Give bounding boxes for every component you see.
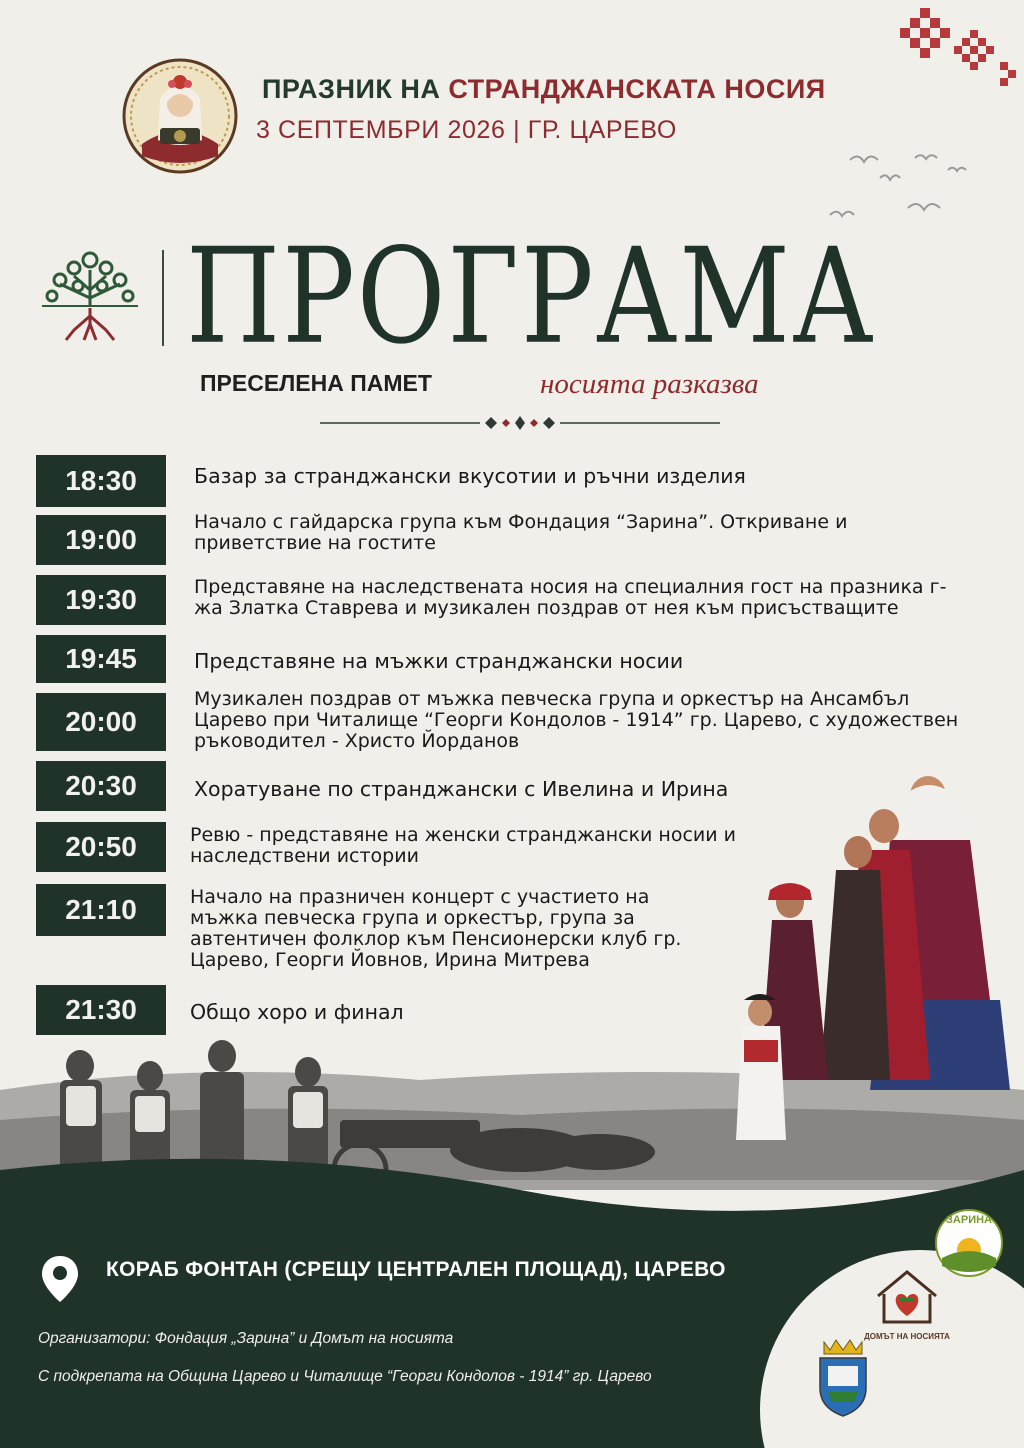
location-pin-icon <box>40 1254 80 1304</box>
time-badge: 18:30 <box>36 455 166 507</box>
program-title: ПРОГРАМА <box>186 221 876 374</box>
organizers-text: Организатори: Фондация „Зарина” и Домът на носията <box>38 1330 454 1347</box>
time-badge: 20:00 <box>36 693 166 751</box>
event-line: Начало с гайдарска група към Фондация “Зарина”. Откриване и <box>194 511 848 533</box>
festival-title: ПРАЗНИК НА СТРАНДЖАНСКАТА НОСИЯ <box>262 74 826 104</box>
event-line: Представяне на мъжки странджански носии <box>194 649 684 673</box>
time-badge: 21:30 <box>36 985 166 1035</box>
event-description <box>194 776 728 802</box>
time-badge: 20:50 <box>36 822 166 872</box>
time-badge: 19:30 <box>36 575 166 625</box>
event-description <box>194 689 958 752</box>
event-line: Ревю - представяне на женски странджански носии и <box>190 824 737 846</box>
dom-na-nosiyata-text: ДОМЪТ НА НОСИЯТА <box>864 1332 950 1341</box>
event-line: ръководител - Христо Йорданов <box>194 730 520 752</box>
event-line: Царево при Читалище “Георги Кондолов - 1914” гр. Царево, с художествен <box>194 709 959 731</box>
time-badge: 19:45 <box>36 635 166 683</box>
event-description <box>190 887 681 971</box>
event-line: Представяне на наследствената носия на специалния гост на празника г- <box>194 576 947 598</box>
event-line: мъжка певческа група и оркестър, група за <box>190 907 635 929</box>
zarina-logo-text: ЗАРИНА <box>946 1214 992 1226</box>
vertical-divider <box>162 250 164 346</box>
festival-logo <box>122 58 238 174</box>
event-description <box>194 463 746 489</box>
tree-of-life-icon <box>38 240 142 352</box>
event-line: Хоратуване по странджански с Ивелина и Ирина <box>194 777 729 801</box>
event-line: Музикален поздрав от мъжка певческа група и оркестър на Ансамбъл <box>194 688 910 710</box>
event-description <box>194 648 683 674</box>
event-description <box>194 512 847 554</box>
embroidery-ornament <box>880 0 1024 120</box>
event-line: Базар за странджански вкусотии и ръчни изделия <box>194 464 746 488</box>
event-description <box>194 577 946 619</box>
time-badge: 21:10 <box>36 884 166 936</box>
event-description <box>190 999 404 1025</box>
event-line: Начало на празничен концерт с участието на <box>190 886 650 908</box>
event-line: приветствие на гостите <box>194 532 436 554</box>
event-description <box>190 825 736 867</box>
dom-na-nosiyata-logo <box>870 1268 944 1328</box>
support-text: С подкрепата на Община Царево и Читалище “Георги Кондолов - 1914” гр. Царево <box>38 1368 652 1385</box>
program-subtitle: ПРЕСЕЛЕНА ПАМЕТ <box>200 370 432 396</box>
event-line: автентичен фолклор към Пенсионерски клуб гр. <box>190 928 682 950</box>
venue-address: КОРАБ ФОНТАН (СРЕЩУ ЦЕНТРАЛЕН ПЛОЩАД), ЦАРЕВО <box>106 1258 726 1281</box>
program-subtitle-italic: носията разказва <box>540 368 759 400</box>
time-badge: 19:00 <box>36 515 166 565</box>
festival-date-place: 3 СЕПТЕМБРИ 2026 | ГР. ЦАРЕВО <box>256 116 677 144</box>
divider-ornament <box>320 414 720 432</box>
event-line: жа Златка Ставрева и музикален поздрав от нея към присъстващите <box>194 597 899 619</box>
event-line: наследствени истории <box>190 845 419 867</box>
tsarevo-crest <box>814 1336 872 1418</box>
event-line: Общо хоро и финал <box>190 1000 404 1024</box>
time-badge: 20:30 <box>36 761 166 811</box>
event-line: Царево, Георги Йовнов, Ирина Митрева <box>190 949 590 971</box>
